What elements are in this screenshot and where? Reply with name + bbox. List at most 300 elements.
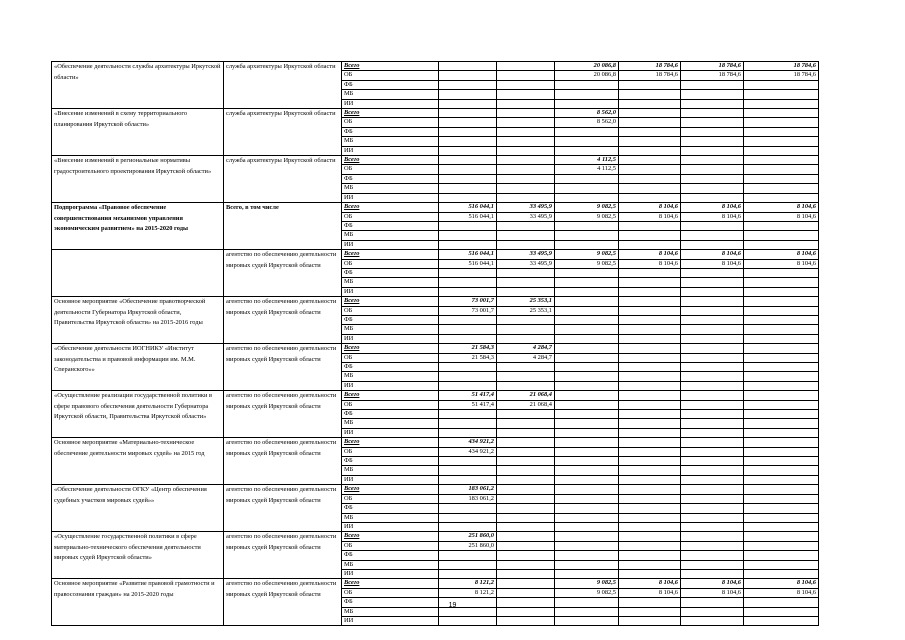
amount-cell — [497, 90, 555, 99]
amount-cell — [497, 278, 555, 287]
funding-source: ОБ — [342, 447, 439, 456]
amount-cell: 434 921,2 — [439, 438, 497, 447]
amount-cell — [744, 447, 819, 456]
amount-cell — [681, 438, 744, 447]
amount-cell — [439, 146, 497, 155]
amount-cell — [439, 504, 497, 513]
amount-cell: 251 860,0 — [439, 541, 497, 550]
funding-source: ИИ — [342, 522, 439, 531]
amount-cell: 516 044,1 — [439, 212, 497, 221]
amount-cell — [439, 522, 497, 531]
funding-source: МБ — [342, 278, 439, 287]
funding-source: ИИ — [342, 287, 439, 296]
amount-cell — [744, 363, 819, 372]
amount-cell — [439, 466, 497, 475]
amount-cell: 4 112,5 — [555, 165, 619, 174]
amount-cell — [744, 109, 819, 118]
amount-cell — [619, 118, 681, 127]
amount-cell — [497, 616, 555, 625]
amount-cell — [744, 372, 819, 381]
funding-source: Всего — [342, 438, 439, 447]
funding-source: Всего — [342, 109, 439, 118]
amount-cell — [439, 616, 497, 625]
funding-source: ОБ — [342, 306, 439, 315]
amount-cell — [497, 118, 555, 127]
amount-cell — [555, 551, 619, 560]
amount-cell — [555, 240, 619, 249]
amount-cell — [439, 268, 497, 277]
amount-cell — [555, 287, 619, 296]
amount-cell — [744, 137, 819, 146]
amount-cell — [619, 438, 681, 447]
funding-source: ИИ — [342, 193, 439, 202]
funding-source: Всего — [342, 344, 439, 353]
funding-source: ОБ — [342, 259, 439, 268]
amount-cell — [497, 560, 555, 569]
funding-source: ФБ — [342, 457, 439, 466]
amount-cell: 8 104,6 — [681, 212, 744, 221]
amount-cell — [744, 485, 819, 494]
amount-cell: 8 121,2 — [439, 579, 497, 588]
funding-source: ОБ — [342, 165, 439, 174]
amount-cell — [555, 381, 619, 390]
funding-source: МБ — [342, 137, 439, 146]
amount-cell: 8 104,6 — [744, 250, 819, 259]
table-row — [52, 297, 819, 306]
amount-cell: 51 417,4 — [439, 400, 497, 409]
amount-cell — [619, 174, 681, 183]
measure-description: «Обеспечение деятельности ИОГНИКУ «Институт законодательства и правовой информации им. М.М. Сперанского»» — [52, 344, 224, 391]
amount-cell: 516 044,1 — [439, 250, 497, 259]
amount-cell: 21 068,4 — [497, 391, 555, 400]
amount-cell — [497, 221, 555, 230]
amount-cell — [439, 184, 497, 193]
amount-cell: 4 112,5 — [555, 156, 619, 165]
table-row — [52, 485, 819, 494]
amount-cell — [555, 560, 619, 569]
amount-cell — [744, 240, 819, 249]
amount-cell — [744, 560, 819, 569]
amount-cell — [555, 513, 619, 522]
amount-cell — [439, 278, 497, 287]
amount-cell — [555, 193, 619, 202]
funding-source: МБ — [342, 466, 439, 475]
amount-cell — [619, 184, 681, 193]
amount-cell — [555, 80, 619, 89]
amount-cell — [619, 137, 681, 146]
amount-cell — [744, 118, 819, 127]
responsible-executor: агентство по обеспечению деятельности мировых судей Иркутской области — [224, 344, 342, 391]
funding-source: МБ — [342, 419, 439, 428]
amount-cell: 18 784,6 — [681, 62, 744, 71]
amount-cell — [439, 156, 497, 165]
amount-cell — [439, 80, 497, 89]
amount-cell — [681, 372, 744, 381]
amount-cell — [497, 315, 555, 324]
amount-cell — [619, 315, 681, 324]
amount-cell — [439, 325, 497, 334]
amount-cell: 33 495,9 — [497, 250, 555, 259]
measure-description: Основное мероприятие «Обеспечение правотворческой деятельности Губернатора Иркутской области, Правительства Иркутской области» на 2015-2016 годы — [52, 297, 224, 344]
amount-cell — [619, 325, 681, 334]
amount-cell — [619, 109, 681, 118]
amount-cell — [497, 381, 555, 390]
amount-cell — [497, 334, 555, 343]
measure-description: Основное мероприятие «Развитие правовой грамотности и правосознания граждан» на 2015-2020 годы — [52, 579, 224, 626]
funding-source: МБ — [342, 513, 439, 522]
amount-cell — [497, 513, 555, 522]
amount-cell: 8 104,6 — [681, 588, 744, 597]
amount-cell — [439, 240, 497, 249]
funding-source: МБ — [342, 560, 439, 569]
amount-cell: 183 061,2 — [439, 494, 497, 503]
amount-cell — [744, 156, 819, 165]
amount-cell — [497, 174, 555, 183]
funding-source: ФБ — [342, 80, 439, 89]
amount-cell — [555, 231, 619, 240]
amount-cell: 251 860,0 — [439, 532, 497, 541]
amount-cell — [555, 569, 619, 578]
amount-cell: 9 082,5 — [555, 259, 619, 268]
amount-cell — [497, 541, 555, 550]
amount-cell — [439, 165, 497, 174]
funding-source: Всего — [342, 250, 439, 259]
amount-cell — [555, 457, 619, 466]
amount-cell: 18 784,6 — [744, 62, 819, 71]
amount-cell — [497, 156, 555, 165]
amount-cell: 8 104,6 — [744, 588, 819, 597]
measure-description: «Внесение изменений в схему территориального планирования Иркутской области» — [52, 109, 224, 156]
amount-cell: 8 104,6 — [681, 250, 744, 259]
amount-cell — [681, 334, 744, 343]
amount-cell — [744, 297, 819, 306]
amount-cell — [439, 127, 497, 136]
amount-cell — [497, 268, 555, 277]
funding-source: Всего — [342, 297, 439, 306]
amount-cell — [555, 419, 619, 428]
amount-cell — [619, 193, 681, 202]
amount-cell — [619, 504, 681, 513]
amount-cell — [681, 306, 744, 315]
funding-source: МБ — [342, 607, 439, 616]
amount-cell: 9 082,5 — [555, 250, 619, 259]
amount-cell — [555, 522, 619, 531]
amount-cell: 8 104,6 — [619, 588, 681, 597]
amount-cell — [744, 268, 819, 277]
amount-cell — [555, 532, 619, 541]
funding-source: МБ — [342, 90, 439, 99]
amount-cell — [681, 156, 744, 165]
amount-cell — [555, 297, 619, 306]
amount-cell — [497, 504, 555, 513]
amount-cell — [619, 551, 681, 560]
amount-cell — [555, 325, 619, 334]
amount-cell — [619, 80, 681, 89]
amount-cell — [497, 438, 555, 447]
amount-cell — [555, 466, 619, 475]
funding-source: ФБ — [342, 363, 439, 372]
amount-cell — [497, 428, 555, 437]
amount-cell: 33 495,9 — [497, 259, 555, 268]
amount-cell — [497, 99, 555, 108]
amount-cell — [439, 174, 497, 183]
amount-cell — [555, 541, 619, 550]
amount-cell — [744, 315, 819, 324]
amount-cell — [619, 494, 681, 503]
funding-source: ОБ — [342, 353, 439, 362]
table-row — [52, 203, 819, 212]
funding-source: ИИ — [342, 146, 439, 155]
amount-cell — [555, 475, 619, 484]
funding-source: Всего — [342, 485, 439, 494]
budget-table — [51, 61, 819, 626]
amount-cell — [744, 391, 819, 400]
amount-cell — [681, 560, 744, 569]
funding-source: ИИ — [342, 240, 439, 249]
measure-description: «Осуществление реализации государственной политики в сфере правового обеспечения деятельности Губернатора Иркутской области, Правительства Иркутской области» — [52, 391, 224, 438]
amount-cell — [497, 62, 555, 71]
amount-cell — [555, 268, 619, 277]
amount-cell — [681, 146, 744, 155]
amount-cell — [744, 532, 819, 541]
amount-cell — [619, 287, 681, 296]
amount-cell — [681, 165, 744, 174]
amount-cell — [619, 344, 681, 353]
amount-cell — [681, 118, 744, 127]
amount-cell — [681, 391, 744, 400]
amount-cell — [555, 391, 619, 400]
amount-cell — [619, 372, 681, 381]
amount-cell — [681, 240, 744, 249]
amount-cell — [744, 231, 819, 240]
funding-source: ИИ — [342, 428, 439, 437]
amount-cell: 516 044,1 — [439, 203, 497, 212]
amount-cell — [744, 419, 819, 428]
amount-cell — [439, 560, 497, 569]
amount-cell — [681, 504, 744, 513]
amount-cell — [555, 137, 619, 146]
amount-cell — [619, 90, 681, 99]
funding-source: ОБ — [342, 118, 439, 127]
amount-cell — [619, 99, 681, 108]
amount-cell — [619, 428, 681, 437]
amount-cell: 21 584,3 — [439, 353, 497, 362]
amount-cell — [555, 184, 619, 193]
funding-source: ФБ — [342, 504, 439, 513]
amount-cell — [744, 221, 819, 230]
responsible-executor: служба архитектуры Иркутской области — [224, 156, 342, 203]
table-row — [52, 579, 819, 588]
amount-cell: 21 068,4 — [497, 400, 555, 409]
funding-source: ФБ — [342, 598, 439, 607]
amount-cell: 516 044,1 — [439, 259, 497, 268]
responsible-executor: служба архитектуры Иркутской области — [224, 62, 342, 109]
amount-cell — [439, 428, 497, 437]
amount-cell — [744, 541, 819, 550]
amount-cell — [619, 297, 681, 306]
amount-cell — [744, 400, 819, 409]
amount-cell — [619, 268, 681, 277]
funding-source: ИИ — [342, 569, 439, 578]
amount-cell — [681, 287, 744, 296]
amount-cell — [619, 156, 681, 165]
amount-cell: 9 082,5 — [555, 588, 619, 597]
amount-cell — [744, 146, 819, 155]
amount-cell: 51 417,4 — [439, 391, 497, 400]
amount-cell — [681, 221, 744, 230]
amount-cell — [497, 475, 555, 484]
amount-cell — [681, 541, 744, 550]
amount-cell — [497, 485, 555, 494]
funding-source: Всего — [342, 391, 439, 400]
amount-cell — [497, 137, 555, 146]
amount-cell — [555, 334, 619, 343]
amount-cell — [439, 363, 497, 372]
funding-source: ИИ — [342, 99, 439, 108]
amount-cell — [497, 287, 555, 296]
amount-cell — [744, 428, 819, 437]
amount-cell — [681, 485, 744, 494]
amount-cell — [681, 278, 744, 287]
amount-cell — [555, 353, 619, 362]
amount-cell — [619, 278, 681, 287]
table-row — [52, 438, 819, 447]
amount-cell — [681, 109, 744, 118]
measure-description: «Внесение изменений в региональные нормативы градостроительного проектирования Иркутской области» — [52, 156, 224, 203]
amount-cell: 25 353,1 — [497, 297, 555, 306]
funding-source: ОБ — [342, 588, 439, 597]
amount-cell — [681, 457, 744, 466]
responsible-executor: агентство по обеспечению деятельности мировых судей Иркутской области — [224, 579, 342, 626]
funding-source: ОБ — [342, 494, 439, 503]
responsible-executor: служба архитектуры Иркутской области — [224, 109, 342, 156]
amount-cell — [681, 532, 744, 541]
amount-cell — [619, 391, 681, 400]
amount-cell — [439, 372, 497, 381]
amount-cell — [744, 174, 819, 183]
amount-cell — [497, 372, 555, 381]
amount-cell — [555, 438, 619, 447]
amount-cell — [555, 344, 619, 353]
amount-cell — [619, 221, 681, 230]
amount-cell: 8 104,6 — [744, 212, 819, 221]
amount-cell — [681, 297, 744, 306]
amount-cell — [744, 127, 819, 136]
amount-cell — [497, 494, 555, 503]
amount-cell — [681, 513, 744, 522]
amount-cell — [619, 231, 681, 240]
table-row — [52, 344, 819, 353]
funding-source: Всего — [342, 532, 439, 541]
amount-cell — [744, 325, 819, 334]
amount-cell — [439, 90, 497, 99]
amount-cell — [497, 569, 555, 578]
table-row — [52, 109, 819, 118]
amount-cell — [619, 522, 681, 531]
amount-cell: 21 584,3 — [439, 344, 497, 353]
amount-cell — [681, 419, 744, 428]
amount-cell — [681, 522, 744, 531]
amount-cell — [744, 334, 819, 343]
amount-cell — [497, 71, 555, 80]
amount-cell — [619, 334, 681, 343]
amount-cell — [439, 551, 497, 560]
amount-cell — [439, 231, 497, 240]
amount-cell — [555, 400, 619, 409]
amount-cell — [619, 560, 681, 569]
funding-source: ФБ — [342, 315, 439, 324]
amount-cell — [497, 410, 555, 419]
table-row — [52, 250, 819, 259]
amount-cell — [619, 165, 681, 174]
amount-cell — [681, 428, 744, 437]
amount-cell — [555, 372, 619, 381]
amount-cell: 4 284,7 — [497, 344, 555, 353]
amount-cell: 8 104,6 — [619, 212, 681, 221]
amount-cell: 73 001,7 — [439, 297, 497, 306]
amount-cell — [497, 184, 555, 193]
amount-cell: 8 104,6 — [619, 259, 681, 268]
amount-cell — [744, 475, 819, 484]
amount-cell — [619, 240, 681, 249]
amount-cell: 25 353,1 — [497, 306, 555, 315]
amount-cell — [744, 410, 819, 419]
amount-cell — [619, 485, 681, 494]
amount-cell — [619, 353, 681, 362]
amount-cell — [619, 419, 681, 428]
amount-cell — [439, 109, 497, 118]
amount-cell — [744, 184, 819, 193]
amount-cell — [555, 174, 619, 183]
amount-cell: 9 082,5 — [555, 203, 619, 212]
amount-cell — [619, 569, 681, 578]
amount-cell — [619, 363, 681, 372]
amount-cell — [681, 231, 744, 240]
amount-cell — [439, 287, 497, 296]
amount-cell — [555, 410, 619, 419]
funding-source: ФБ — [342, 551, 439, 560]
amount-cell — [555, 99, 619, 108]
amount-cell — [681, 616, 744, 625]
measure-description: «Обеспечение деятельности ОГКУ «Центр обеспечения судебных участков мировых судей»» — [52, 485, 224, 532]
amount-cell — [439, 71, 497, 80]
funding-source: ОБ — [342, 541, 439, 550]
amount-cell: 33 495,9 — [497, 203, 555, 212]
amount-cell — [681, 447, 744, 456]
measure-description: Подпрограмма «Правовое обеспечение совершенствования механизмов управления экономическим развитием» на 2015-2020 годы — [52, 203, 224, 250]
amount-cell — [619, 146, 681, 155]
amount-cell — [744, 438, 819, 447]
amount-cell — [744, 381, 819, 390]
amount-cell: 8 104,6 — [744, 259, 819, 268]
amount-cell — [555, 315, 619, 324]
amount-cell — [497, 532, 555, 541]
amount-cell: 8 104,6 — [744, 203, 819, 212]
funding-source: ФБ — [342, 410, 439, 419]
amount-cell — [555, 146, 619, 155]
amount-cell — [619, 532, 681, 541]
amount-cell — [497, 127, 555, 136]
amount-cell: 183 061,2 — [439, 485, 497, 494]
funding-source: ОБ — [342, 71, 439, 80]
funding-source: ИИ — [342, 334, 439, 343]
amount-cell — [744, 99, 819, 108]
funding-source: ФБ — [342, 174, 439, 183]
responsible-executor: агентство по обеспечению деятельности мировых судей Иркутской области — [224, 391, 342, 438]
amount-cell — [744, 569, 819, 578]
amount-cell — [555, 363, 619, 372]
funding-source: МБ — [342, 372, 439, 381]
